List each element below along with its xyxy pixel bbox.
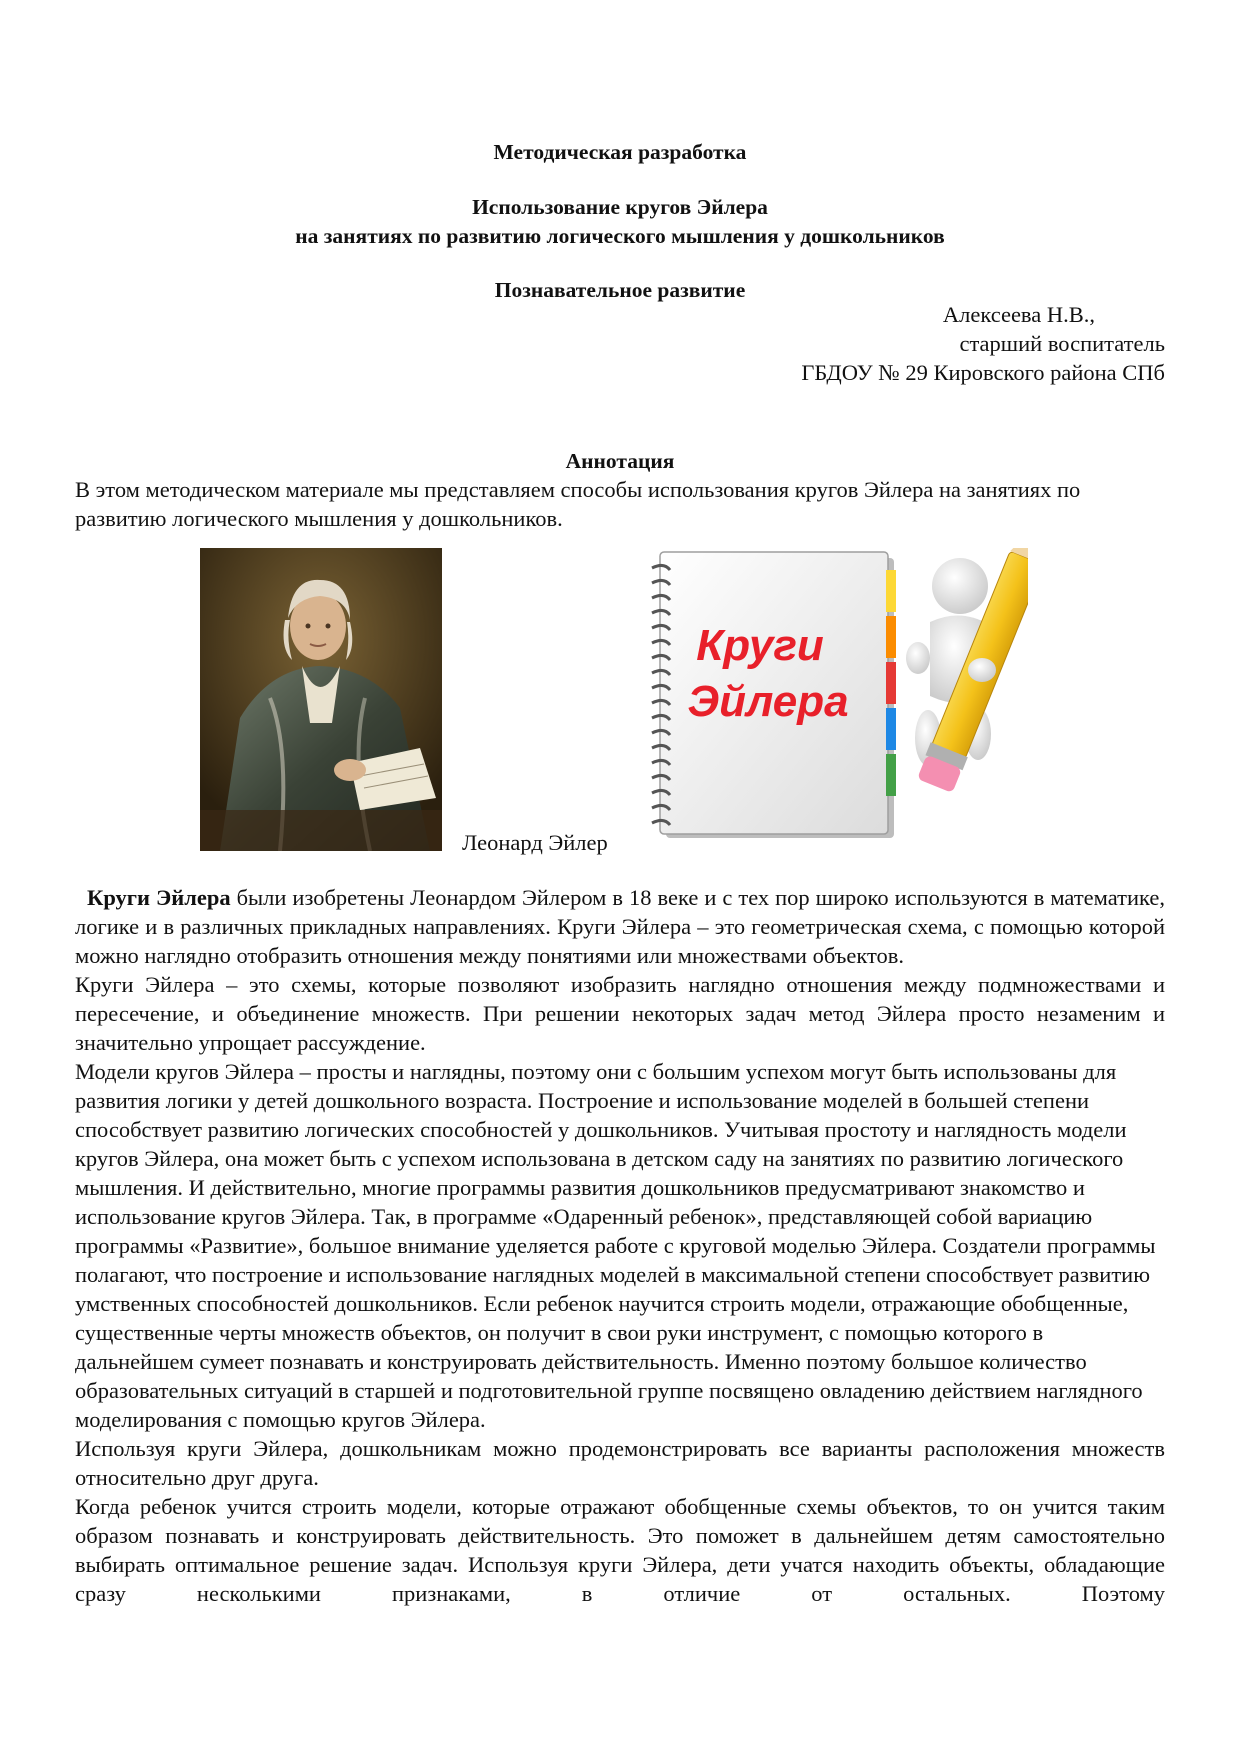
body-paragraph-4: Используя круги Эйлера, дошкольникам можно продемонстрировать все варианты расположения множеств относительно друг друга. <box>75 1436 1165 1490</box>
author-name: Алексеева Н.В., <box>942 302 1095 327</box>
annotation-paragraph: В этом методическом материале мы представляем способы использования кругов Эйлера на занятиях по развитию логического мышления у дошкольников. <box>75 477 1081 531</box>
euler-portrait-image <box>200 548 442 851</box>
body-paragraph-2: Круги Эйлера – это схемы, которые позволяют изобразить наглядно отношения между подмножествами и пересечение, и объединение множеств. При решении некоторых задач метод Эйлера просто незаменим и значительно упрощает рассуждение. <box>75 972 1165 1055</box>
body-paragraph-1-term: Круги Эйлера <box>87 885 231 910</box>
annotation-heading: Аннотация <box>565 449 675 473</box>
document-kind: Методическая разработка <box>493 140 747 164</box>
annotation-text <box>75 475 1165 533</box>
notebook-title-line2: Эйлера <box>687 677 849 726</box>
euler-portrait-drawing <box>200 548 442 851</box>
body-paragraph-3: Модели кругов Эйлера – просты и наглядны, поэтому они с большим успехом могут быть использованы для развития логики у детей дошкольного возраста. Построение и использование моделей в большей степени способствует развитию логических способностей у дошкольников. Учитывая простоту и наглядность модели кругов Эйлера, она может быть с успехом использована в детском саду на занятиях по развитию логического мышления. И действительно, многие программы развития дошкольников предусматривают знакомство и использование кругов Эйлера. Так, в программе «Одаренный ребенок», представляющей собой вариацию программы «Развитие», большое внимание уделяется работе с круговой моделью Эйлера. Создатели программы полагают, что построение и использование наглядных моделей в максимальной степени способствует развитию умственных способностей дошкольников. Если ребенок научится строить модели, отражающие обобщенные, существенные черты множеств объектов, он получит в свои руки инструмент, с помощью которого в дальнейшем сумеет познавать и конструировать действительность. Именно поэтому большое количество образовательных ситуаций в старшей и подготовительной группе посвящено овладению действием наглядного моделирования с помощью кругов Эйлера. <box>75 1059 1156 1432</box>
notebook-title-line1: Круги <box>696 621 824 670</box>
body-text <box>75 883 1165 1608</box>
euler-circles-notebook-image <box>648 548 1028 848</box>
document-title-line2: на занятиях по развитию логического мышления у дошкольников <box>295 224 945 248</box>
document-area: Познавательное развитие <box>494 278 746 302</box>
body-paragraph-1-rest: были изобретены Леонардом Эйлером в 18 веке и с тех пор широко используются в математике, логике и в различных прикладных направлениях. Круги Эйлера – это геометрическая схема, с помощью которой можно наглядно отобразить отношения между понятиями или множествами объектов. <box>75 885 1166 968</box>
body-paragraph-5: Когда ребенок учится строить модели, которые отражают обобщенные схемы объектов, то он учится таким образом познавать и конструировать действительность. Это поможет в дальнейшем детям самостоятельно выбирать оптимальное решение задач. Используя круги Эйлера, дети учатся находить объекты, обладающие сразу несколькими признаками, в отличие от остальных. Поэтому <box>75 1494 1165 1606</box>
author-organization: ГБДОУ № 29 Кировского района СПб <box>801 360 1165 385</box>
portrait-caption: Леонард Эйлер <box>462 830 608 855</box>
body-paragraph-1 <box>75 883 1165 970</box>
author-position: старший воспитатель <box>959 331 1165 356</box>
document-title-line1: Использование кругов Эйлера <box>472 195 768 219</box>
notebook-illustration <box>648 548 1028 848</box>
